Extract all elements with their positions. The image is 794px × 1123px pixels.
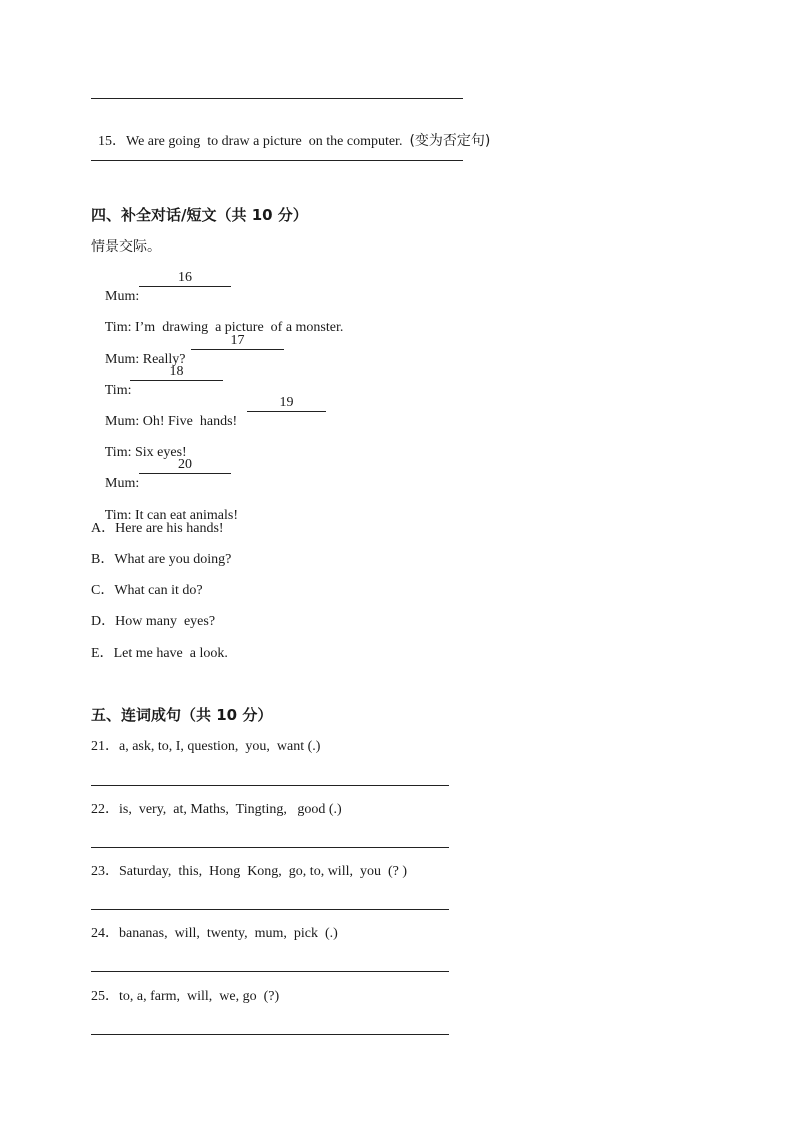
- speaker: Tim:: [104, 508, 132, 523]
- answer-blank-19[interactable]: 19: [247, 395, 326, 412]
- section-4-subtitle: 情景交际。: [91, 239, 161, 255]
- question-number: 15．: [98, 134, 126, 149]
- question-instruction: (变为否定句): [409, 133, 491, 149]
- answer-line-q22[interactable]: [91, 847, 449, 848]
- speaker: Tim:: [104, 445, 132, 460]
- answer-blank-18[interactable]: 18: [130, 364, 223, 381]
- dialogue-text: Really?: [142, 352, 186, 367]
- dialogue-text: I’m drawing a picture of a monster.: [134, 320, 344, 335]
- speaker: Mum:: [105, 414, 140, 429]
- answer-line-q14[interactable]: [91, 98, 463, 99]
- speaker: Tim:: [104, 320, 132, 335]
- question-24: 24．bananas, will, twenty, mum, pick (.): [91, 926, 338, 941]
- question-22: 22．is, very, at, Maths, Tingting, good (.): [91, 802, 342, 817]
- dialogue-text: Oh! Five hands!: [142, 414, 238, 429]
- speaker: Mum:: [105, 352, 140, 367]
- answer-blank-17[interactable]: 17: [191, 333, 284, 350]
- answer-line-q15[interactable]: [91, 160, 463, 161]
- answer-line-q21[interactable]: [91, 785, 449, 786]
- option-a[interactable]: A．Here are his hands!: [91, 521, 224, 536]
- dialogue-text: Six eyes!: [134, 445, 187, 460]
- answer-line-q24[interactable]: [91, 971, 449, 972]
- question-text: We are going to draw a picture on the computer.: [126, 134, 403, 149]
- answer-blank-20[interactable]: 20: [139, 457, 231, 474]
- answer-line-q25[interactable]: [91, 1034, 449, 1035]
- answer-blank-16[interactable]: 16: [139, 270, 231, 287]
- option-c[interactable]: C．What can it do?: [91, 583, 203, 598]
- speaker: Tim:: [104, 383, 132, 398]
- option-e[interactable]: E．Let me have a look.: [91, 646, 228, 661]
- section-5-title: 五、连词成句（共 10 分）: [91, 706, 273, 724]
- question-21: 21．a, ask, to, I, question, you, want (.): [91, 739, 321, 754]
- question-15: [91, 114, 490, 151]
- answer-line-q23[interactable]: [91, 909, 449, 910]
- option-b[interactable]: B．What are you doing?: [91, 552, 232, 567]
- speaker: Mum:: [105, 476, 140, 491]
- question-25: 25．to, a, farm, will, we, go (?): [91, 989, 280, 1004]
- section-4-title: 四、补全对话/短文（共 10 分）: [91, 206, 308, 224]
- question-23: 23．Saturday, this, Hong Kong, go, to, will, you (? ): [91, 864, 408, 879]
- dialogue-text: It can eat animals!: [134, 508, 238, 523]
- option-d[interactable]: D．How many eyes?: [91, 614, 216, 629]
- speaker: Mum:: [105, 289, 140, 304]
